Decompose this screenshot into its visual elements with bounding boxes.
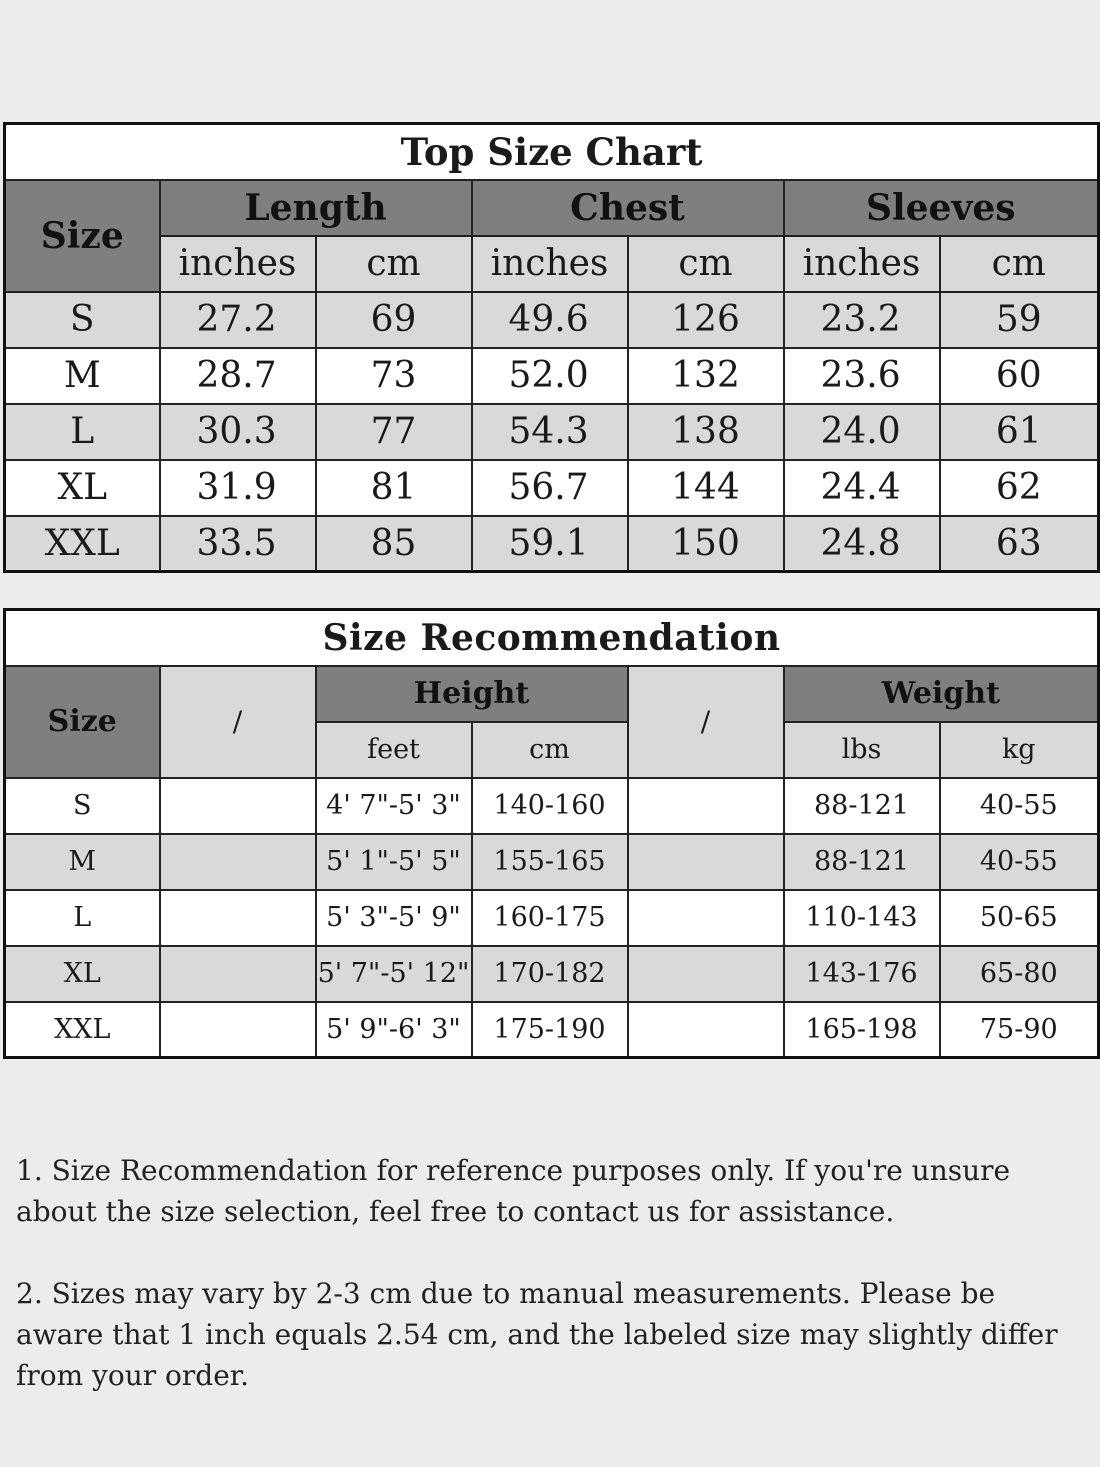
value-cell: 52.0 (472, 348, 628, 404)
size-cell: S (5, 292, 160, 348)
feet-cell: 5' 9"-6' 3" (316, 1002, 472, 1058)
size-cell: M (5, 834, 160, 890)
unit-header: cm (628, 236, 784, 292)
value-cell: 85 (316, 516, 472, 572)
note-paragraph: 2. Sizes may vary by 2-3 cm due to manual measurements. Please be aware that 1 inch equals 2.54 cm, and the labeled size may slightly differ from your order. (16, 1277, 1058, 1392)
size-cell: M (5, 348, 160, 404)
size-cell: XXL (5, 516, 160, 572)
notes-section (16, 1150, 1086, 1437)
size-cell: XXL (5, 1002, 160, 1058)
kg-cell: 50-65 (940, 890, 1099, 946)
value-cell: 28.7 (160, 348, 316, 404)
feet-cell: 5' 3"-5' 9" (316, 890, 472, 946)
table-row (5, 778, 1099, 834)
sleeves-header: Sleeves (784, 180, 1099, 236)
value-cell: 33.5 (160, 516, 316, 572)
value-cell: 59 (940, 292, 1099, 348)
empty-cell (160, 1002, 316, 1058)
lbs-cell: 110-143 (784, 890, 940, 946)
value-cell: 27.2 (160, 292, 316, 348)
weight-header: Weight (784, 666, 1099, 722)
value-cell: 49.6 (472, 292, 628, 348)
cm-cell: 140-160 (472, 778, 628, 834)
cm-cell: 175-190 (472, 1002, 628, 1058)
cm-cell: 160-175 (472, 890, 628, 946)
size-cell: XL (5, 460, 160, 516)
top-size-chart (3, 122, 1100, 573)
value-cell: 144 (628, 460, 784, 516)
unit-header: kg (940, 722, 1099, 778)
value-cell: 138 (628, 404, 784, 460)
feet-cell: 4' 7"-5' 3" (316, 778, 472, 834)
value-cell: 132 (628, 348, 784, 404)
recommendation-title: Size Recommendation (5, 610, 1099, 666)
size-cell: L (5, 890, 160, 946)
unit-header: cm (472, 722, 628, 778)
lbs-cell: 88-121 (784, 834, 940, 890)
empty-cell (160, 946, 316, 1002)
empty-cell (628, 778, 784, 834)
table-row (5, 292, 1099, 348)
lbs-cell: 143-176 (784, 946, 940, 1002)
feet-cell: 5' 7"-5' 12" (316, 946, 472, 1002)
unit-header: lbs (784, 722, 940, 778)
kg-cell: 40-55 (940, 834, 1099, 890)
lbs-cell: 165-198 (784, 1002, 940, 1058)
unit-header: inches (784, 236, 940, 292)
size-cell: S (5, 778, 160, 834)
empty-cell (628, 946, 784, 1002)
empty-cell (160, 834, 316, 890)
unit-header: cm (316, 236, 472, 292)
size-cell: XL (5, 946, 160, 1002)
value-cell: 150 (628, 516, 784, 572)
unit-header: feet (316, 722, 472, 778)
value-cell: 62 (940, 460, 1099, 516)
table-row (5, 460, 1099, 516)
value-cell: 30.3 (160, 404, 316, 460)
length-header: Length (160, 180, 472, 236)
empty-cell (160, 778, 316, 834)
value-cell: 73 (316, 348, 472, 404)
chest-header: Chest (472, 180, 784, 236)
height-header: Height (316, 666, 628, 722)
table-row (5, 1002, 1099, 1058)
slash-placeholder: / (160, 666, 316, 778)
unit-header: inches (472, 236, 628, 292)
empty-cell (160, 890, 316, 946)
feet-cell: 5' 1"-5' 5" (316, 834, 472, 890)
value-cell: 77 (316, 404, 472, 460)
value-cell: 23.2 (784, 292, 940, 348)
empty-cell (628, 890, 784, 946)
size-column-header: Size (5, 666, 160, 778)
value-cell: 24.4 (784, 460, 940, 516)
value-cell: 23.6 (784, 348, 940, 404)
size-recommendation-table (3, 608, 1100, 1059)
value-cell: 56.7 (472, 460, 628, 516)
lbs-cell: 88-121 (784, 778, 940, 834)
kg-cell: 75-90 (940, 1002, 1099, 1058)
size-chart-title: Top Size Chart (5, 124, 1099, 180)
value-cell: 61 (940, 404, 1099, 460)
size-column-header: Size (5, 180, 160, 292)
value-cell: 126 (628, 292, 784, 348)
value-cell: 31.9 (160, 460, 316, 516)
slash-placeholder: / (628, 666, 784, 778)
value-cell: 63 (940, 516, 1099, 572)
size-cell: L (5, 404, 160, 460)
note-paragraph: 1. Size Recommendation for reference purposes only. If you're unsure about the size selection, feel free to contact us for assistance. (16, 1154, 1011, 1228)
value-cell: 81 (316, 460, 472, 516)
kg-cell: 65-80 (940, 946, 1099, 1002)
empty-cell (628, 834, 784, 890)
table-row (5, 404, 1099, 460)
unit-header: cm (940, 236, 1099, 292)
value-cell: 59.1 (472, 516, 628, 572)
cm-cell: 170-182 (472, 946, 628, 1002)
cm-cell: 155-165 (472, 834, 628, 890)
value-cell: 54.3 (472, 404, 628, 460)
value-cell: 24.8 (784, 516, 940, 572)
unit-header: inches (160, 236, 316, 292)
table-row (5, 890, 1099, 946)
value-cell: 69 (316, 292, 472, 348)
value-cell: 24.0 (784, 404, 940, 460)
kg-cell: 40-55 (940, 778, 1099, 834)
value-cell: 60 (940, 348, 1099, 404)
table-row (5, 946, 1099, 1002)
empty-cell (628, 1002, 784, 1058)
table-row (5, 516, 1099, 572)
table-row (5, 348, 1099, 404)
table-row (5, 834, 1099, 890)
